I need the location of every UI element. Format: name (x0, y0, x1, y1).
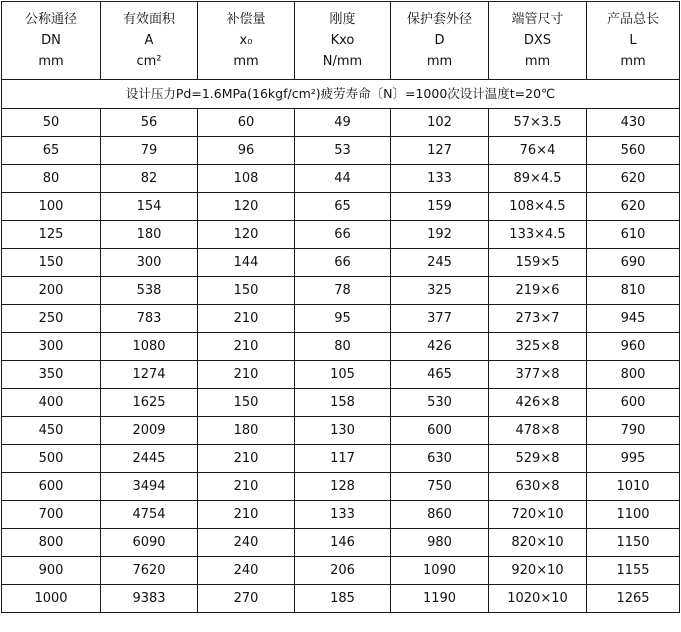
table-row (2, 221, 680, 249)
table-cell: 300 (2, 333, 101, 361)
table-cell: 133×4.5 (489, 221, 587, 249)
table-cell: 100 (2, 193, 101, 221)
table-row (2, 557, 680, 585)
table-cell: 377 (391, 305, 489, 333)
table-cell: 2445 (101, 445, 198, 473)
table-cell: 600 (2, 473, 101, 501)
table-cell: 620 (587, 165, 680, 193)
table-cell: 478×8 (489, 417, 587, 445)
table-cell: 78 (295, 277, 391, 305)
table-cell: 1100 (587, 501, 680, 529)
header-name: 有效面积 (122, 12, 175, 27)
table-row (2, 249, 680, 277)
header-unit: mm (524, 54, 551, 69)
table-row (2, 333, 680, 361)
table-cell: 130 (295, 417, 391, 445)
table-cell: 1625 (101, 389, 198, 417)
table-cell: 377×8 (489, 361, 587, 389)
table-cell: 1000 (2, 585, 101, 613)
header-symbol: DN (41, 33, 61, 48)
table-row (2, 361, 680, 389)
table-cell: 133 (391, 165, 489, 193)
table-cell: 720×10 (489, 501, 587, 529)
table-cell: 3494 (101, 473, 198, 501)
table-cell: 159 (391, 193, 489, 221)
table-cell: 44 (295, 165, 391, 193)
table-row (2, 529, 680, 557)
header-symbol: x₀ (239, 33, 253, 48)
table-cell: 158 (295, 389, 391, 417)
table-row (2, 277, 680, 305)
header-unit: N/mm (322, 54, 363, 69)
table-cell: 945 (587, 305, 680, 333)
table-cell: 180 (101, 221, 198, 249)
table-cell: 144 (198, 249, 295, 277)
table-cell: 270 (198, 585, 295, 613)
table-cell: 192 (391, 221, 489, 249)
header-symbol: Kxo (330, 33, 355, 48)
table-cell: 240 (198, 557, 295, 585)
table-cell: 820×10 (489, 529, 587, 557)
table-cell: 300 (101, 249, 198, 277)
table-cell: 200 (2, 277, 101, 305)
table-cell: 154 (101, 193, 198, 221)
table-cell: 76×4 (489, 137, 587, 165)
table-cell: 1150 (587, 529, 680, 557)
table-cell: 127 (391, 137, 489, 165)
column-header (198, 2, 295, 80)
table-cell: 538 (101, 277, 198, 305)
table-cell: 117 (295, 445, 391, 473)
table-cell: 800 (587, 361, 680, 389)
table-cell: 960 (587, 333, 680, 361)
table-row (2, 305, 680, 333)
table-cell: 250 (2, 305, 101, 333)
table-cell: 57×3.5 (489, 109, 587, 137)
header-name: 公称通径 (24, 12, 77, 27)
table-cell: 150 (2, 249, 101, 277)
table-cell: 1274 (101, 361, 198, 389)
table-row (2, 389, 680, 417)
table-cell: 690 (587, 249, 680, 277)
table-cell: 1155 (587, 557, 680, 585)
table-cell: 210 (198, 473, 295, 501)
table-cell: 426×8 (489, 389, 587, 417)
table-cell: 125 (2, 221, 101, 249)
table-cell: 273×7 (489, 305, 587, 333)
header-unit: mm (620, 54, 646, 69)
table-cell: 49 (295, 109, 391, 137)
table-cell: 980 (391, 529, 489, 557)
header-name: 刚度 (329, 12, 356, 27)
table-cell: 53 (295, 137, 391, 165)
table-cell: 219×6 (489, 277, 587, 305)
table-row (2, 417, 680, 445)
table-cell: 6090 (101, 529, 198, 557)
header-unit: mm (233, 54, 259, 69)
table-cell: 995 (587, 445, 680, 473)
table-cell: 96 (198, 137, 295, 165)
table-cell: 630×8 (489, 473, 587, 501)
header-unit: mm (426, 54, 453, 69)
header-name: 产品总长 (606, 12, 659, 27)
table-row (2, 193, 680, 221)
table-cell: 133 (295, 501, 391, 529)
column-header (101, 2, 198, 80)
table-cell: 426 (391, 333, 489, 361)
table-row (2, 585, 680, 613)
header-symbol: A (144, 33, 154, 48)
table-cell: 920×10 (489, 557, 587, 585)
table-cell: 120 (198, 221, 295, 249)
table-cell: 240 (198, 529, 295, 557)
table-cell: 210 (198, 361, 295, 389)
table-cell: 108 (198, 165, 295, 193)
table-cell: 185 (295, 585, 391, 613)
table-cell: 128 (295, 473, 391, 501)
table-cell: 65 (2, 137, 101, 165)
table-cell: 430 (587, 109, 680, 137)
table-row (2, 109, 680, 137)
table-cell: 60 (198, 109, 295, 137)
table-cell: 4754 (101, 501, 198, 529)
header-symbol: L (629, 33, 637, 48)
table-cell: 600 (391, 417, 489, 445)
table-cell: 9383 (101, 585, 198, 613)
table-cell: 790 (587, 417, 680, 445)
table-cell: 900 (2, 557, 101, 585)
column-header (391, 2, 489, 80)
table-cell: 120 (198, 193, 295, 221)
table-cell: 750 (391, 473, 489, 501)
table-cell: 600 (587, 389, 680, 417)
header-symbol: D (434, 33, 445, 48)
table-cell: 1190 (391, 585, 489, 613)
table-cell: 79 (101, 137, 198, 165)
table-cell: 150 (198, 277, 295, 305)
table-cell: 560 (587, 137, 680, 165)
table-cell: 610 (587, 221, 680, 249)
table-row (2, 501, 680, 529)
header-row (2, 2, 680, 80)
table-cell: 159×5 (489, 249, 587, 277)
header-name: 端管尺寸 (511, 12, 564, 27)
table-cell: 450 (2, 417, 101, 445)
table-cell: 150 (198, 389, 295, 417)
column-header (489, 2, 587, 80)
table-cell: 66 (295, 249, 391, 277)
table-cell: 89×4.5 (489, 165, 587, 193)
table-cell: 630 (391, 445, 489, 473)
table-cell: 80 (295, 333, 391, 361)
design-condition-cell: 设计压力Pd=1.6MPa(16kgf/cm²)疲劳寿命〔N〕=1000次设计温度t=20℃ (2, 80, 680, 109)
table-cell: 400 (2, 389, 101, 417)
table-cell: 325×8 (489, 333, 587, 361)
table-cell: 1020×10 (489, 585, 587, 613)
table-cell: 82 (101, 165, 198, 193)
table-cell: 783 (101, 305, 198, 333)
table-cell: 210 (198, 501, 295, 529)
table-cell: 56 (101, 109, 198, 137)
column-header (587, 2, 680, 80)
table-cell: 350 (2, 361, 101, 389)
header-symbol: DXS (523, 33, 552, 48)
column-header (2, 2, 101, 80)
table-cell: 529×8 (489, 445, 587, 473)
header-unit: mm (38, 54, 64, 69)
table-cell: 210 (198, 333, 295, 361)
table-row (2, 473, 680, 501)
table-cell: 102 (391, 109, 489, 137)
table-cell: 210 (198, 445, 295, 473)
table-row (2, 137, 680, 165)
table-cell: 1265 (587, 585, 680, 613)
table-cell: 180 (198, 417, 295, 445)
table-cell: 1090 (391, 557, 489, 585)
column-header (295, 2, 391, 80)
table-cell: 245 (391, 249, 489, 277)
table-cell: 7620 (101, 557, 198, 585)
table-cell: 146 (295, 529, 391, 557)
table-cell: 325 (391, 277, 489, 305)
table-cell: 210 (198, 305, 295, 333)
table-body (2, 80, 680, 613)
table-row (2, 445, 680, 473)
table-cell: 95 (295, 305, 391, 333)
table-cell: 860 (391, 501, 489, 529)
condition-row (2, 80, 680, 109)
table-cell: 620 (587, 193, 680, 221)
table-cell: 800 (2, 529, 101, 557)
header-unit: cm² (136, 54, 162, 69)
table-cell: 50 (2, 109, 101, 137)
table-row (2, 165, 680, 193)
table-cell: 500 (2, 445, 101, 473)
table-cell: 1080 (101, 333, 198, 361)
header-name: 补偿量 (226, 12, 266, 27)
table-cell: 105 (295, 361, 391, 389)
table-cell: 465 (391, 361, 489, 389)
table-cell: 530 (391, 389, 489, 417)
table-cell: 1010 (587, 473, 680, 501)
table-cell: 108×4.5 (489, 193, 587, 221)
table-cell: 700 (2, 501, 101, 529)
table-cell: 206 (295, 557, 391, 585)
table-cell: 810 (587, 277, 680, 305)
spec-table (1, 1, 680, 613)
table-cell: 66 (295, 221, 391, 249)
table-cell: 2009 (101, 417, 198, 445)
table-cell: 65 (295, 193, 391, 221)
header-name: 保护套外径 (406, 12, 472, 27)
table-cell: 80 (2, 165, 101, 193)
